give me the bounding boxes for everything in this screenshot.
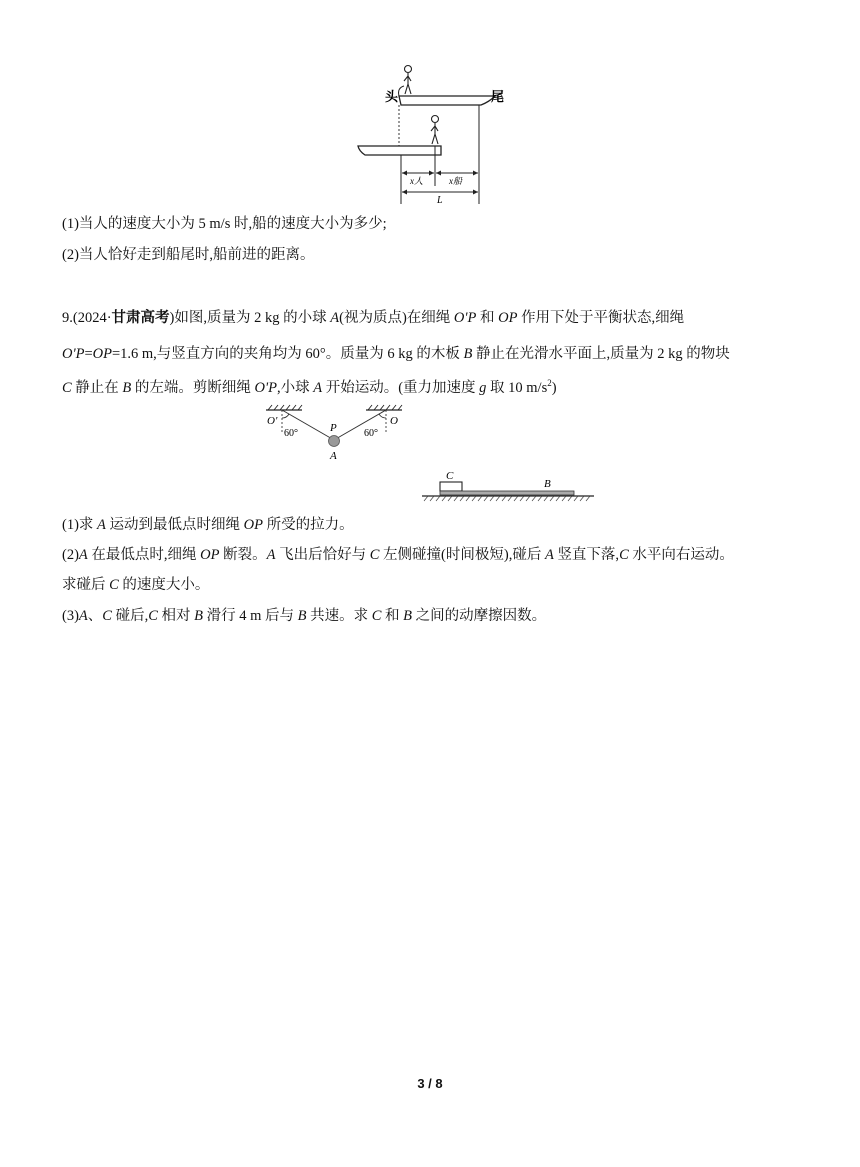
pendulum-figure (262, 404, 412, 462)
page-number: 3 / 8 (417, 1076, 443, 1091)
q9-part3: (3)A、C 碰后,C 相对 B 滑行 4 m 后与 B 共速。求 C 和 B 之间的动摩擦因数。 (62, 608, 547, 624)
q9-number: 9. (62, 310, 73, 326)
q9-line2: O'P=OP=1.6 m,与竖直方向的夹角均为 60°。质量为 6 kg 的木板 B 静止在光滑水平面上,质量为 2 kg 的物块 (62, 346, 730, 362)
a-label: A (330, 450, 337, 462)
q9-line3: C 静止在 B 的左端。剪断细绳 O'P,小球 A 开始运动。(重力加速度 g 取 10 $m/s^2$) (62, 378, 557, 396)
q9-source: 甘肃高考 (111, 310, 170, 326)
boat-person-figure (355, 58, 515, 206)
q9-part2: (2)A 在最低点时,细绳 OP 断裂。A 飞出后恰好与 C 左侧碰撞(时间极短),碰后 A 竖直下落,C 水平向右运动。 (62, 547, 734, 563)
length-label: L (437, 195, 443, 206)
o-prime-label: O' (267, 415, 278, 427)
q8-part2: (2)当人恰好走到船尾时,船前进的距离。 (62, 247, 315, 263)
head-label: 头 (385, 89, 399, 104)
board-block-figure (420, 466, 600, 506)
angle-right-label: 60° (364, 428, 378, 439)
p-label: P (330, 422, 337, 434)
q8-part1: (1)当人的速度大小为 5 m/s 时,船的速度大小为多少; (62, 216, 387, 232)
q9-part2-cont: 求碰后 C 的速度大小。 (62, 577, 210, 593)
tail-label: 尾 (491, 89, 505, 104)
x-person-label: x人 (410, 176, 423, 186)
q9-line1: 9.(2024·甘肃高考)如图,质量为 2 kg 的小球 A(视为质点)在细绳 O'P 和 OP 作用下处于平衡状态,细绳 (62, 310, 685, 326)
b-label: B (544, 478, 551, 490)
x-boat-label: x船 (449, 176, 462, 186)
q9-part1: (1)求 A 运动到最低点时细绳 OP 所受的拉力。 (62, 517, 354, 533)
c-label: C (446, 470, 454, 482)
o-label: O (390, 415, 398, 427)
angle-left-label: 60° (284, 428, 298, 439)
